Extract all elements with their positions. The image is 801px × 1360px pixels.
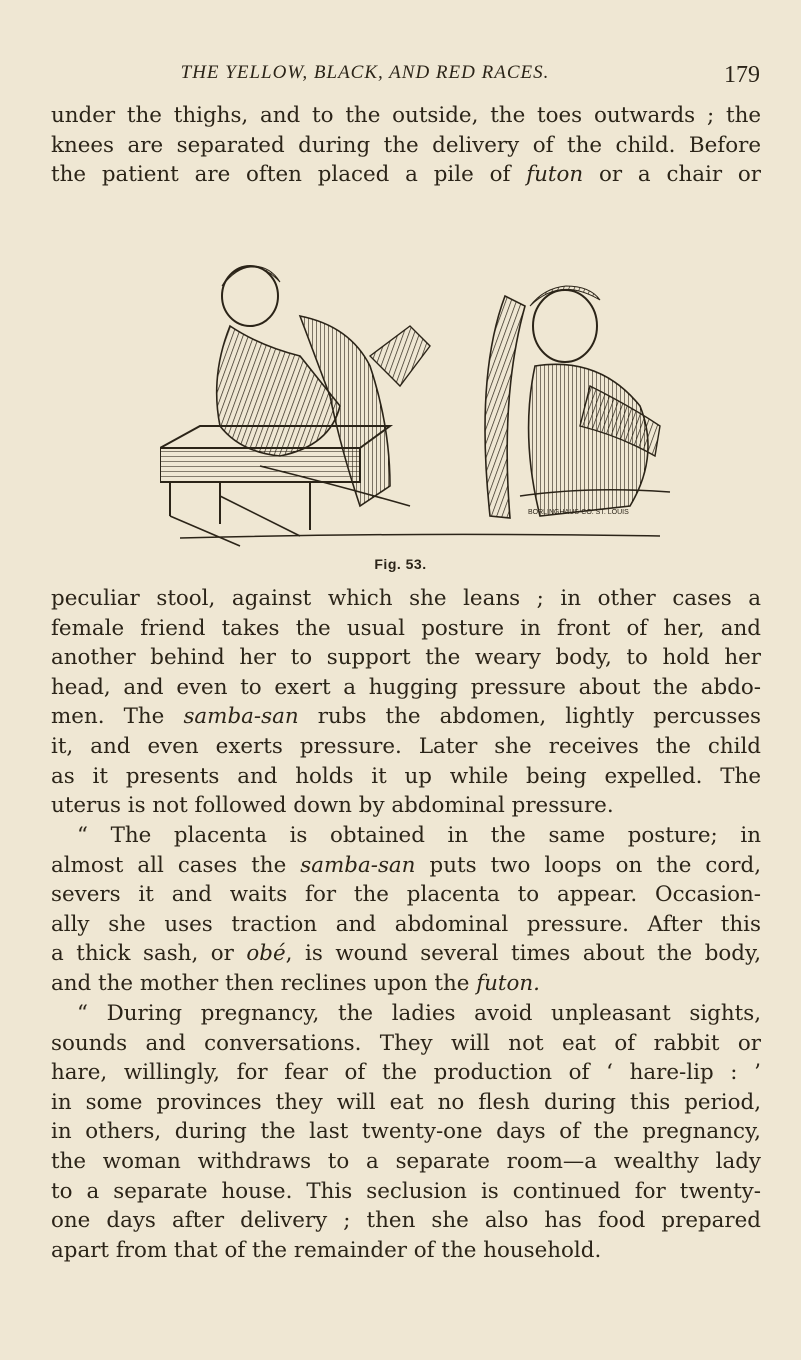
text-line: to a separate house. This seclusion is continued for twenty- [51,1178,761,1204]
running-head: THE YELLOW, BLACK, AND RED RACES. [180,62,550,83]
text-line: “ During pregnancy, the ladies avoid unpleasant sights, [77,1001,761,1026]
italic-term: futon [526,162,584,188]
text-line: and the mother then reclines upon the futon. [51,970,540,996]
text-line: men. The samba-san rubs the abdomen, lightly percusses [51,704,761,730]
text-line: head, and even to exert a hugging pressure about the abdo- [51,674,761,700]
text-line: hare, willingly, for fear of the production of ‘ hare-lip : ’ [51,1060,761,1086]
text-line: “ The placenta is obtained in the same posture; in [77,823,761,848]
text-line: the woman withdraws to a separate room—a wealthy lady [51,1148,761,1174]
text-line: uterus is not followed down by abdominal pressure. [51,793,614,819]
figure-53-illustration [160,256,680,552]
engraver-mark: BORLINGHAUS-CO. ST. LOUIS [528,509,629,516]
birthing-posture-engraving [160,256,680,552]
text-line: as it presents and holds it up while being expelled. The [51,763,761,789]
figure-caption: Fig. 53. [374,556,427,572]
text-line: in others, during the last twenty-one days of the pregnancy, [51,1119,761,1145]
intro-paragraph [51,101,761,190]
text-line: peculiar stool, against which she leans ; in other cases a [51,586,761,611]
text-line: the patient are often placed a pile of futon or a chair or [51,162,762,188]
page-number: 179 [724,62,760,88]
text-line: one days after delivery ; then she also has food prepared [51,1208,761,1234]
page-header [40,62,760,96]
text-line: severs it and waits for the placenta to appear. Occasion- [51,882,761,908]
text-line: female friend takes the usual posture in front of her, and [51,615,761,641]
paragraph-3 [51,999,761,1265]
text-line: it, and even exerts pressure. Later she receives the child [51,733,761,759]
italic-term: futon. [476,970,540,996]
text-line: a thick sash, or obé, is wound several times about the body, [51,941,761,967]
italic-term: samba-san [300,852,416,878]
text-line: under the thighs, and to the outside, the toes outwards ; the [51,103,761,128]
text-line: apart from that of the remainder of the household. [51,1237,602,1263]
italic-term: obé [246,941,286,967]
text-line: in some provinces they will eat no flesh during this period, [51,1089,761,1115]
paragraph-2 [51,821,761,999]
paragraph-1 [51,584,761,821]
text-line: ally she uses traction and abdominal pressure. After this [51,911,761,937]
text-line: sounds and conversations. They will not eat of rabbit or [51,1030,761,1056]
text-line: knees are separated during the delivery of the child. Before [51,132,761,158]
italic-term: samba-san [183,704,299,730]
text-line: almost all cases the samba-san puts two loops on the cord, [51,852,762,878]
text-line: another behind her to support the weary body, to hold her [51,645,761,671]
